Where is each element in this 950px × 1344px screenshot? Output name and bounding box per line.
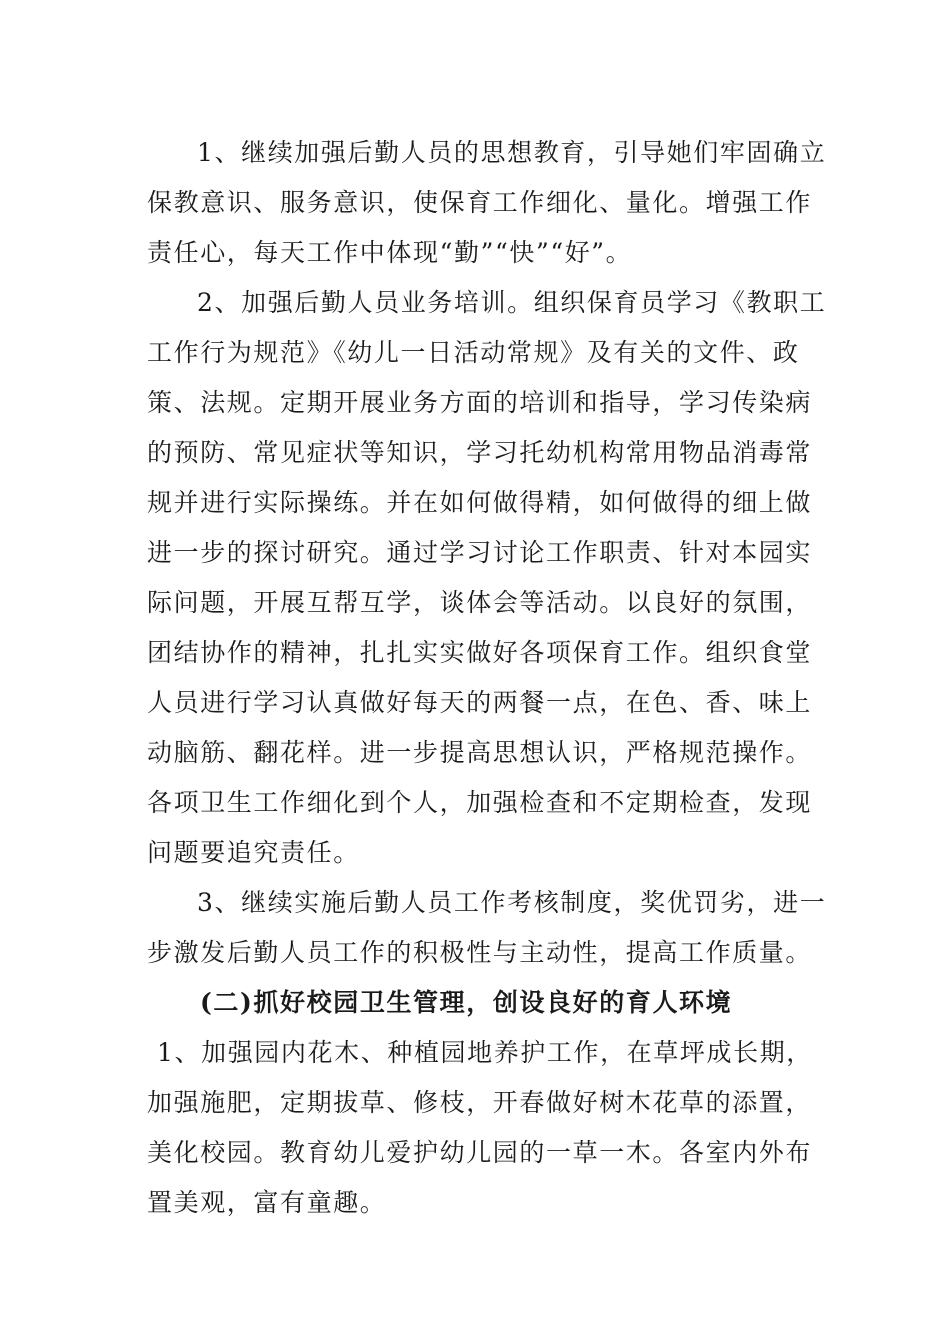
text-line: 2、加强后勤人员业务培训。组织保育员学习《教职工 — [197, 288, 827, 317]
text-line: 策、法规。定期开展业务方面的培训和指导，学习传染病 — [147, 388, 813, 417]
text-line: 工作行为规范》《幼儿一日活动常规》及有关的文件、政 — [147, 338, 800, 367]
text-line: 各项卫生工作细化到个人，加强检查和不定期检查，发现 — [147, 788, 813, 817]
paragraph-4 — [147, 1028, 813, 1228]
text-line: 规并进行实际操练。并在如何做得精，如何做得的细上做 — [147, 488, 813, 517]
text-line: 置美观，富有童趣。 — [147, 1188, 387, 1217]
paragraph-2 — [147, 278, 827, 878]
text-line: 1、加强园内花木、种植园地养护工作，在草坪成长期， — [157, 1038, 813, 1067]
text-line: 团结协作的精神，扎扎实实做好各项保育工作。组织食堂 — [147, 638, 813, 667]
section-heading: (二)抓好校园卫生管理，创设良好的育人环境 — [200, 988, 733, 1017]
text-line: 美化校园。教育幼儿爱护幼儿园的一草一木。各室内外布 — [147, 1138, 813, 1167]
text-line: 人员进行学习认真做好每天的两餐一点，在色、香、味上 — [147, 688, 813, 717]
text-line: 动脑筋、翻花样。进一步提高思想认识，严格规范操作。 — [147, 738, 813, 767]
paragraph-1 — [147, 128, 827, 278]
text-line: 责任心，每天工作中体现“勤”“快”“好”。 — [147, 238, 633, 267]
text-line: 的预防、常见症状等知识，学习托幼机构常用物品消毒常 — [147, 438, 813, 467]
text-line: 1、继续加强后勤人员的思想教育，引导她们牢固确立 — [197, 138, 827, 167]
text-line: 进一步的探讨研究。通过学习讨论工作职责、针对本园实 — [147, 538, 813, 567]
text-line: 保教意识、服务意识，使保育工作细化、量化。增强工作 — [147, 188, 813, 217]
paragraph-3 — [147, 878, 827, 978]
text-line: 加强施肥，定期拔草、修枝，开春做好树木花草的添置， — [147, 1088, 813, 1117]
document-body — [147, 128, 827, 1228]
text-line: 问题要追究责任。 — [147, 838, 360, 867]
text-line: 步激发后勤人员工作的积极性与主动性，提高工作质量。 — [147, 938, 813, 967]
text-line: 际问题，开展互帮互学，谈体会等活动。以良好的氛围， — [147, 588, 813, 617]
text-line: 3、继续实施后勤人员工作考核制度，奖优罚劣，进一 — [197, 888, 827, 917]
